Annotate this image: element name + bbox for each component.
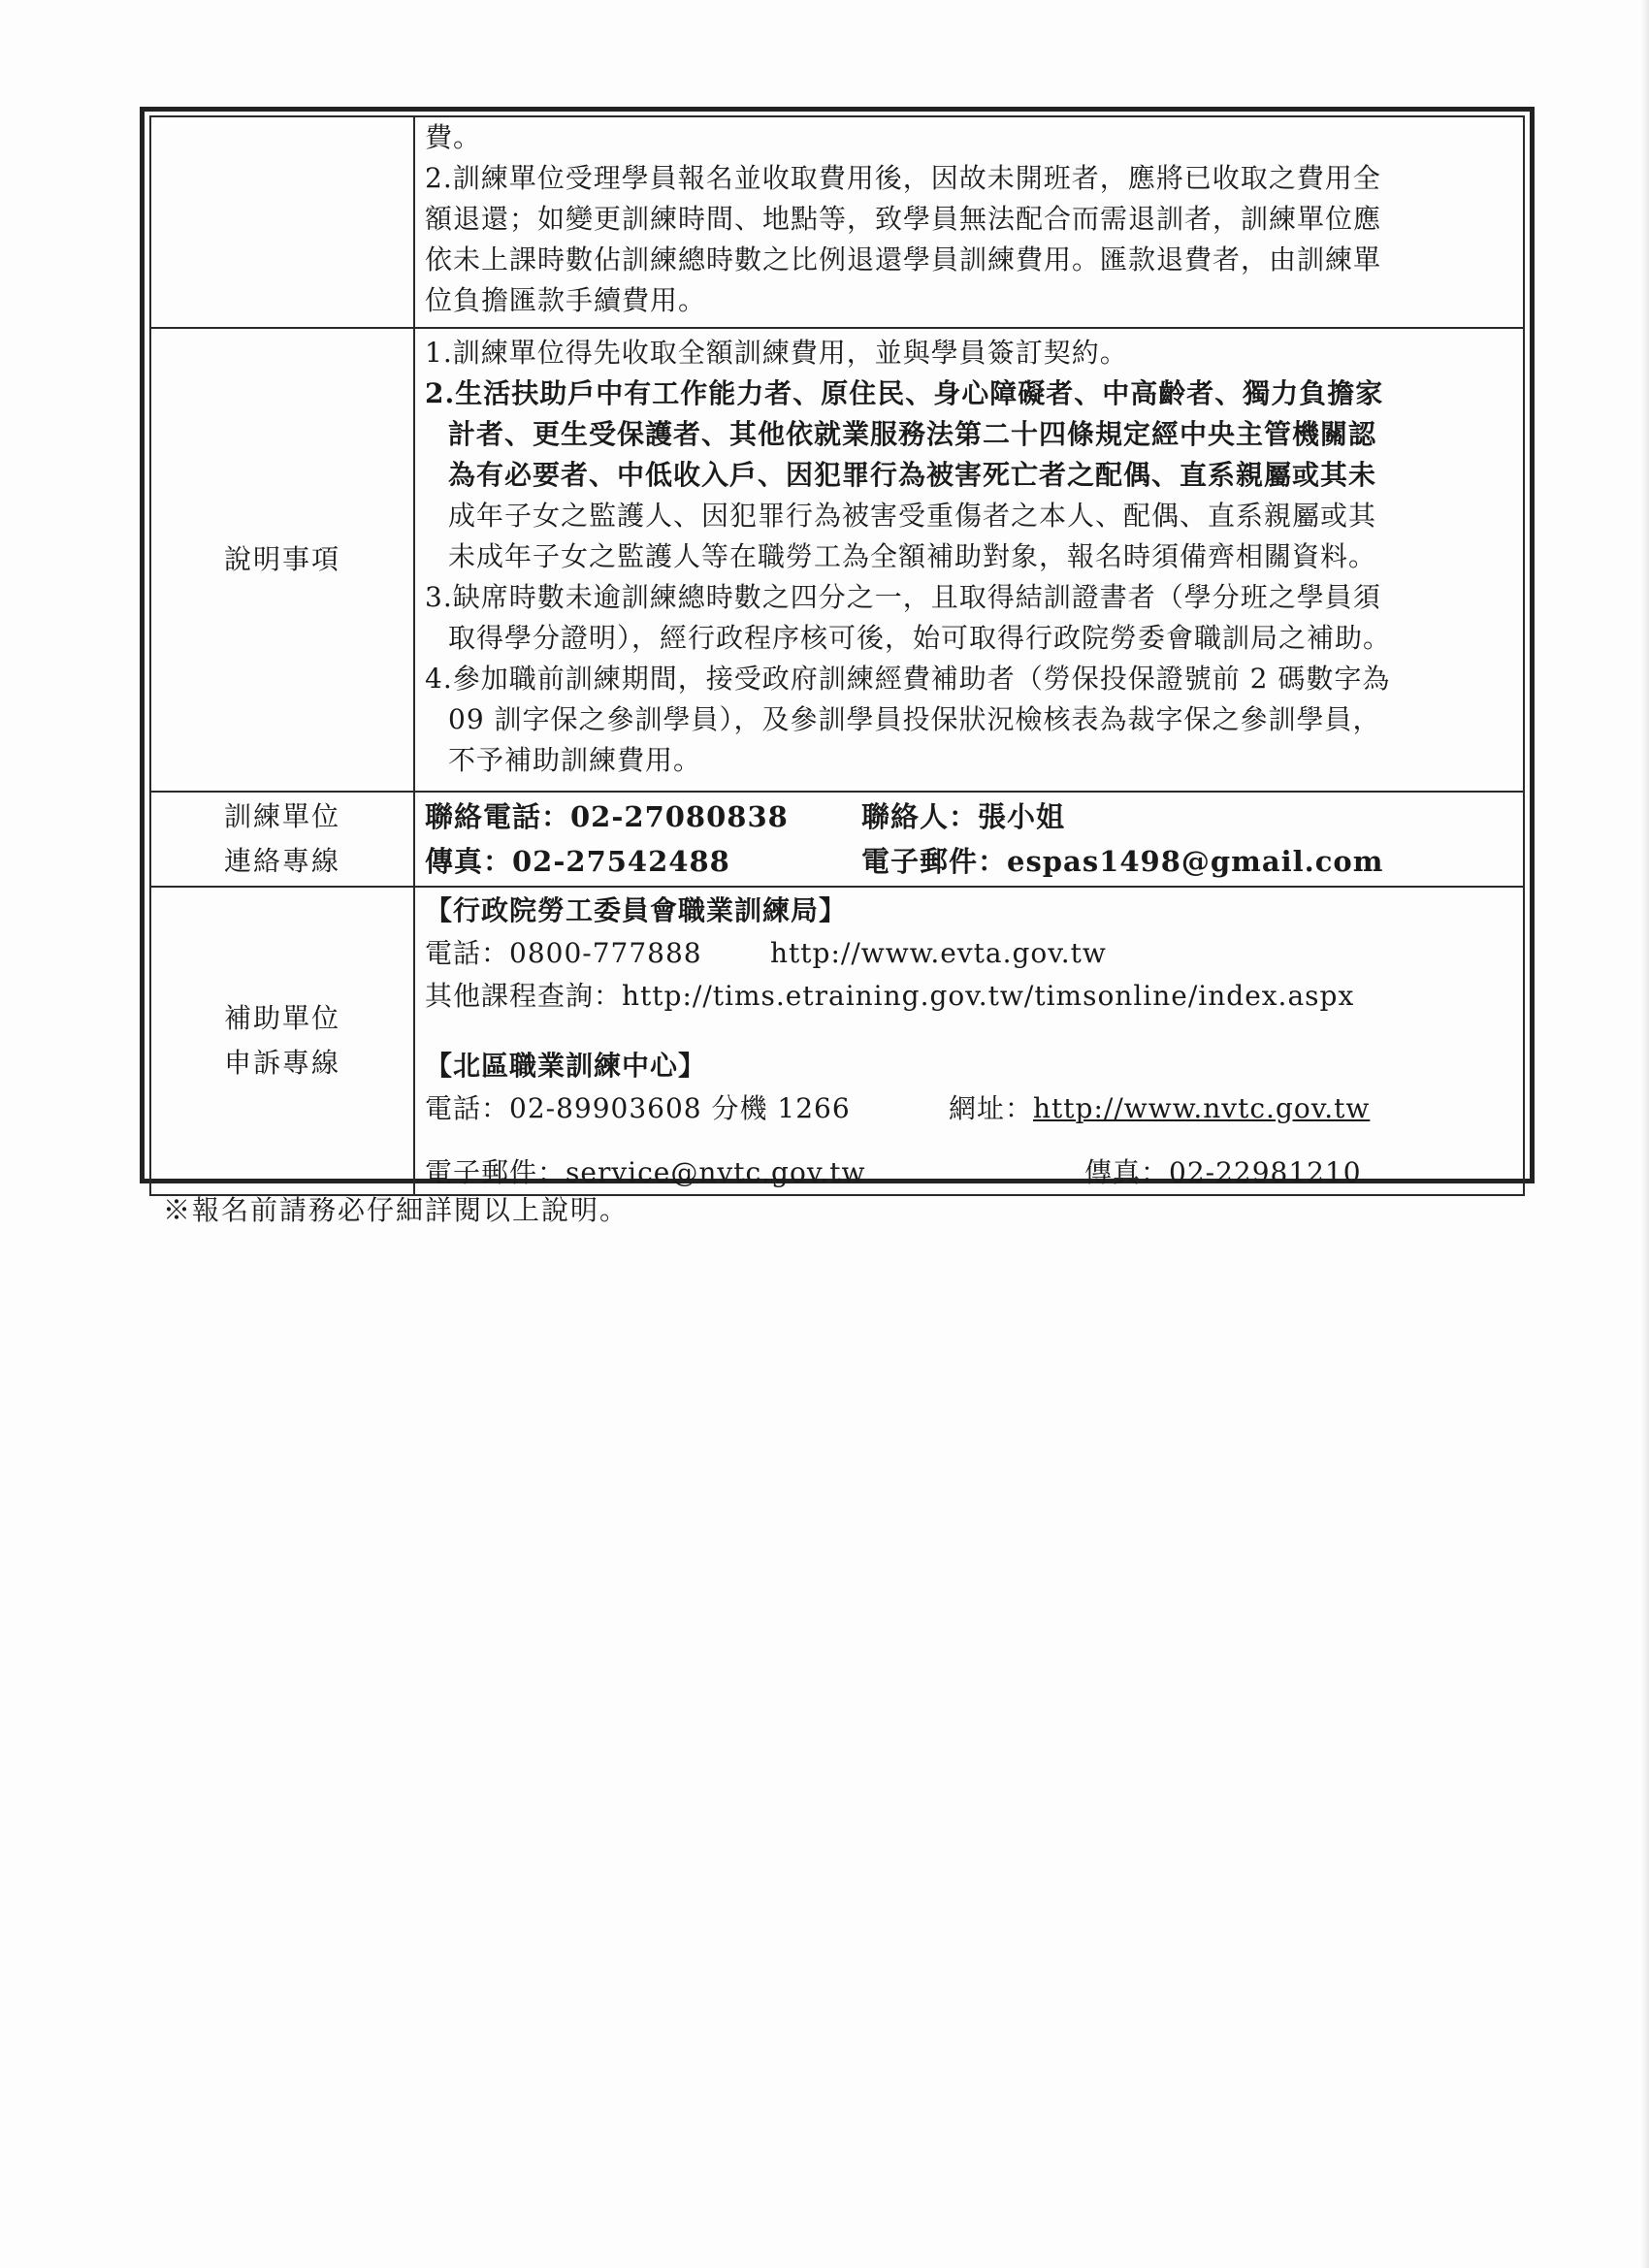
note-line: 3.缺席時數未逾訓練總時數之四分之一，且取得結訓證書者（學分班之學員須 (425, 581, 1381, 613)
refund-line: 依未上課時數佔訓練總時數之比例退還學員訓練費用。匯款退費者，由訓練單 (425, 243, 1382, 275)
note-line: 未成年子女之監護人等在職勞工為全額補助對象，報名時須備齊相關資料。 (448, 540, 1377, 572)
org2-email[interactable]: 電子郵件：service@nvtc.gov.tw (425, 1156, 866, 1188)
training-contact-content (414, 792, 1524, 887)
scan-edge (1641, 0, 1649, 2268)
training-phone: 聯絡電話：02-27080838 (425, 800, 789, 833)
refund-line: 2.訓練單位受理學員報名並收取費用後，因故未開班者，應將已收取之費用全 (425, 162, 1381, 194)
row-label-training-contact (150, 792, 414, 887)
org2-site-label: 網址： (949, 1092, 1034, 1124)
table-row-training-contact (150, 792, 1524, 887)
training-fax: 傳真：02-27542488 (425, 845, 730, 878)
training-contact-person: 聯絡人：張小姐 (861, 800, 1066, 833)
notes-content (414, 328, 1524, 792)
label-line: 補助單位 (223, 1002, 340, 1034)
org1-query[interactable]: 其他課程查詢：http://tims.etraining.gov.tw/timsonline/index.aspx (425, 980, 1355, 1012)
refund-line: 額退還；如變更訓練時間、地點等，致學員無法配合而需退訓者，訓練單位應 (425, 203, 1382, 235)
table-row-refund (150, 116, 1524, 328)
note-line: 取得學分證明），經行政程序核可後，始可取得行政院勞委會職訓局之補助。 (448, 622, 1392, 654)
refund-line: 位負擔匯款手續費用。 (425, 284, 707, 316)
row-label-empty (150, 116, 414, 328)
note-line: 為有必要者、中低收入戶、因犯罪行為被害死亡者之配偶、直系親屬或其未 (448, 459, 1377, 491)
note-line: 4.參加職前訓練期間，接受政府訓練經費補助者（勞保投保證號前 2 碼數字為 (425, 663, 1391, 695)
table-row-complaint (150, 887, 1524, 1195)
row-label-notes (150, 328, 414, 792)
refund-content (414, 116, 1524, 328)
note-line: 09 訓字保之參訓學員），及參訓學員投保狀況檢核表為裁字保之參訓學員， (448, 703, 1381, 735)
org1-phone: 電話：0800-777888 (425, 937, 702, 969)
row-label-complaint (150, 887, 414, 1195)
label-line: 訓練單位 (223, 800, 340, 832)
org2-site-url[interactable]: http://www.nvtc.gov.tw (1033, 1092, 1371, 1124)
table-row-notes (150, 328, 1524, 792)
org1-url[interactable]: http://www.evta.gov.tw (770, 937, 1107, 969)
note-line: 計者、更生受保護者、其他依就業服務法第二十四條規定經中央主管機關認 (448, 418, 1377, 450)
note-line: 不予補助訓練費用。 (448, 744, 702, 776)
org1-title: 【行政院勞工委員會職業訓練局】 (425, 894, 848, 926)
info-table-frame (140, 107, 1535, 1188)
note-line: 1.訓練單位得先收取全額訓練費用，並與學員簽訂契約。 (425, 337, 1128, 369)
footnote: ※報名前請務必仔細詳閱以上說明。 (163, 1194, 630, 1226)
info-table (149, 115, 1525, 1196)
org2-fax: 傳真：02-22981210 (1084, 1156, 1362, 1188)
complaint-content (414, 887, 1524, 1195)
label-line: 說明事項 (223, 543, 340, 575)
org2-phone: 電話：02-89903608 分機 1266 (425, 1092, 851, 1124)
label-line: 連絡專線 (223, 845, 340, 877)
refund-line: 費。 (425, 121, 482, 153)
note-line: 2.生活扶助戶中有工作能力者、原住民、身心障礙者、中高齡者、獨力負擔家 (425, 377, 1384, 409)
training-email: 電子郵件：espas1498@gmail.com (861, 845, 1384, 878)
label-line: 申訴專線 (223, 1047, 340, 1079)
org2-title: 【北區職業訓練中心】 (425, 1050, 707, 1082)
note-line: 成年子女之監護人、因犯罪行為被害受重傷者之本人、配偶、直系親屬或其 (448, 500, 1377, 532)
